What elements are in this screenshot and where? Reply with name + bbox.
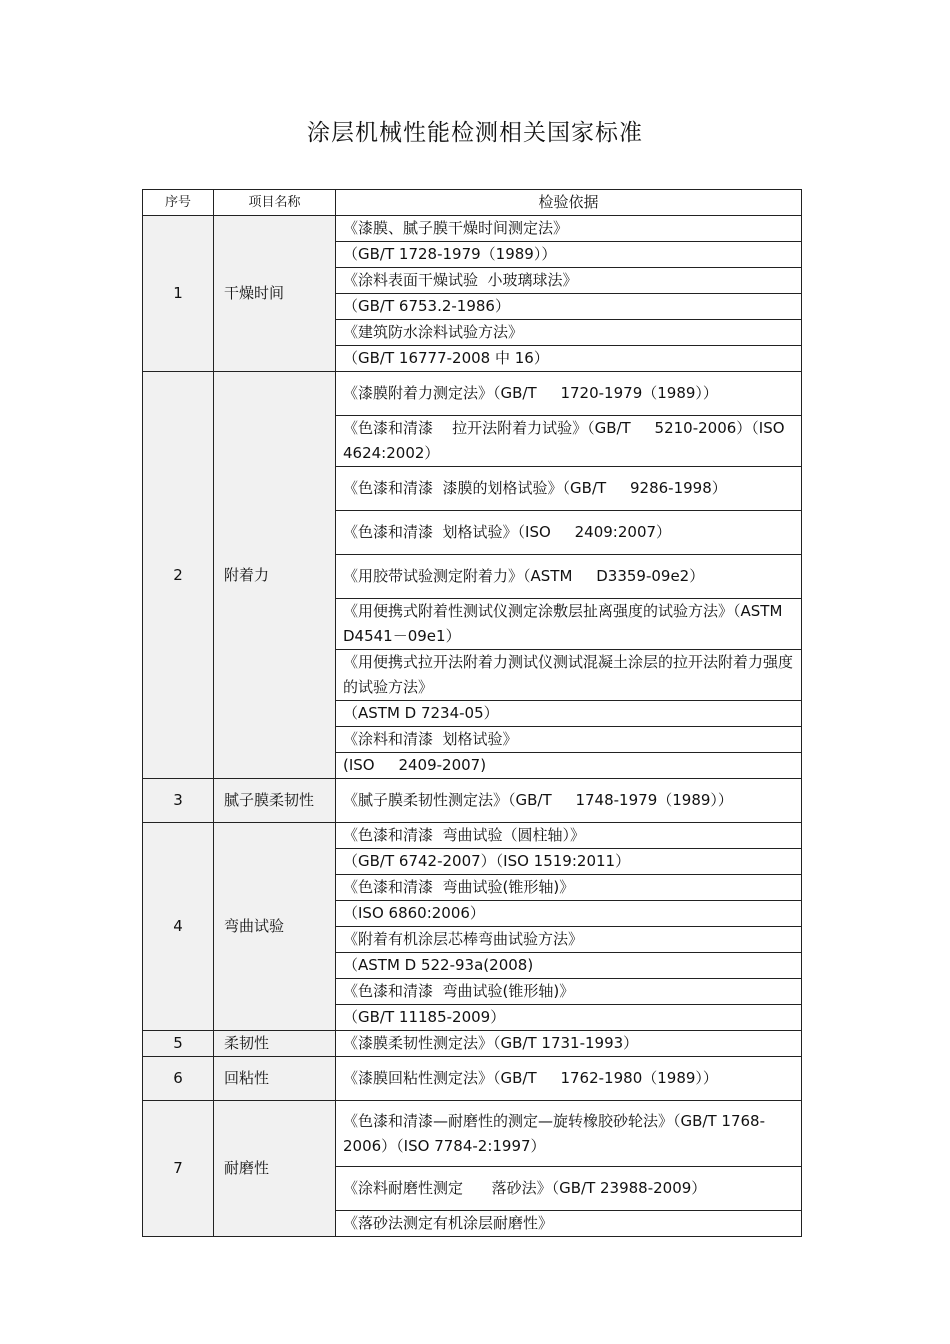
basis-cell: （GB/T 16777-2008 中 16） xyxy=(336,346,802,372)
item-name: 回粘性 xyxy=(214,1057,336,1101)
table-row xyxy=(143,372,802,416)
basis-cell: 《漆膜回粘性测定法》（GB/T 1762-1980（1989）） xyxy=(336,1057,802,1101)
basis-cell: （ASTM D 7234-05） xyxy=(336,701,802,727)
basis-cell: （ISO 6860:2006） xyxy=(336,901,802,927)
basis-cell: 《用便携式附着性测试仪测定涂敷层扯离强度的试验方法》（ASTM D4541－09e1） xyxy=(336,599,802,650)
basis-cell: 《色漆和清漆 漆膜的划格试验》（GB/T 9286-1998） xyxy=(336,467,802,511)
page-title: 涂层机械性能检测相关国家标准 xyxy=(307,120,643,146)
row-number: 5 xyxy=(143,1031,214,1057)
row-number: 7 xyxy=(143,1101,214,1237)
basis-cell: 《用胶带试验测定附着力》（ASTM D3359-09e2） xyxy=(336,555,802,599)
basis-cell: 《色漆和清漆—耐磨性的测定—旋转橡胶砂轮法》（GB/T 1768-2006）（ISO 7784-2:1997） xyxy=(336,1101,802,1167)
table-row xyxy=(143,1031,802,1057)
item-name: 附着力 xyxy=(214,372,336,779)
table-row xyxy=(143,1057,802,1101)
basis-cell: （GB/T 11185-2009） xyxy=(336,1005,802,1031)
item-name: 弯曲试验 xyxy=(214,823,336,1031)
basis-cell: 《腻子膜柔韧性测定法》（GB/T 1748-1979（1989）） xyxy=(336,779,802,823)
basis-cell: 《色漆和清漆 拉开法附着力试验》（GB/T 5210-2006）（ISO 4624:2002） xyxy=(336,416,802,467)
table-row xyxy=(143,779,802,823)
basis-cell: 《用便携式拉开法附着力测试仪测试混凝土涂层的拉开法附着力强度的试验方法》 xyxy=(336,650,802,701)
basis-cell: 《色漆和清漆 弯曲试验（圆柱轴）》 xyxy=(336,823,802,849)
basis-cell: （GB/T 6753.2-1986） xyxy=(336,294,802,320)
row-number: 6 xyxy=(143,1057,214,1101)
standards-table xyxy=(142,189,802,1237)
table-row xyxy=(143,1101,802,1167)
table-row xyxy=(143,216,802,242)
basis-cell: 《涂料耐磨性测定 落砂法》（GB/T 23988-2009） xyxy=(336,1167,802,1211)
row-number: 4 xyxy=(143,823,214,1031)
basis-cell: 《漆膜柔韧性测定法》（GB/T 1731-1993） xyxy=(336,1031,802,1057)
basis-cell: (ISO 2409-2007) xyxy=(336,753,802,779)
basis-cell: 《色漆和清漆 弯曲试验(锥形轴)》 xyxy=(336,979,802,1005)
row-number: 1 xyxy=(143,216,214,372)
basis-cell: 《落砂法测定有机涂层耐磨性》 xyxy=(336,1211,802,1237)
basis-cell: （GB/T 1728-1979（1989）） xyxy=(336,242,802,268)
basis-cell: 《涂料和清漆 划格试验》 xyxy=(336,727,802,753)
header-no: 序号 xyxy=(143,190,214,216)
item-name: 腻子膜柔韧性 xyxy=(214,779,336,823)
row-number: 2 xyxy=(143,372,214,779)
basis-cell: （GB/T 6742-2007）（ISO 1519:2011） xyxy=(336,849,802,875)
basis-cell: 《色漆和清漆 弯曲试验(锥形轴)》 xyxy=(336,875,802,901)
basis-cell: 《建筑防水涂料试验方法》 xyxy=(336,320,802,346)
basis-cell: 《漆膜附着力测定法》（GB/T 1720-1979（1989）） xyxy=(336,372,802,416)
table-header-row xyxy=(143,190,802,216)
basis-cell: 《附着有机涂层芯棒弯曲试验方法》 xyxy=(336,927,802,953)
header-basis: 检验依据 xyxy=(336,190,802,216)
basis-cell: 《漆膜、腻子膜干燥时间测定法》 xyxy=(336,216,802,242)
item-name: 耐磨性 xyxy=(214,1101,336,1237)
table-row xyxy=(143,823,802,849)
item-name: 干燥时间 xyxy=(214,216,336,372)
basis-cell: （ASTM D 522-93a(2008) xyxy=(336,953,802,979)
row-number: 3 xyxy=(143,779,214,823)
basis-cell: 《色漆和清漆 划格试验》（ISO 2409:2007） xyxy=(336,511,802,555)
item-name: 柔韧性 xyxy=(214,1031,336,1057)
header-item: 项目名称 xyxy=(214,190,336,216)
basis-cell: 《涂料表面干燥试验 小玻璃球法》 xyxy=(336,268,802,294)
